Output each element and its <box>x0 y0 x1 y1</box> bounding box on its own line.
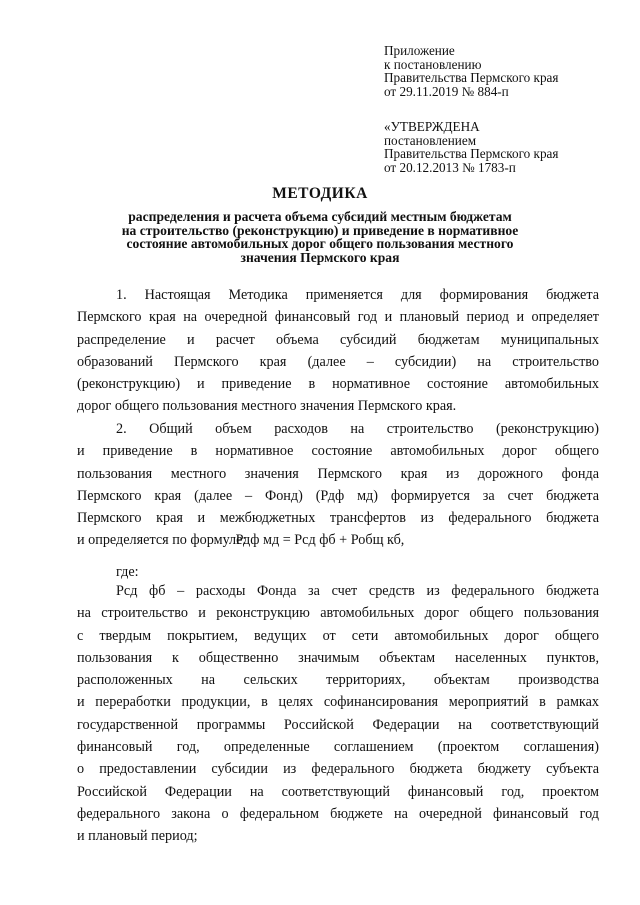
paragraph-line: с твердым покрытием, ведущих от сети автомобильных дорог общего <box>77 627 599 644</box>
subtitle-line: состояние автомобильных дорог общего пользования местного <box>126 236 514 251</box>
paragraph-line: и приведение в нормативное состояние автомобильных дорог общего <box>77 443 599 460</box>
approval-line: Правительства Пермского края <box>384 146 559 161</box>
paragraph-line: 2. Общий объем расходов на строительство (реконструкцию) <box>116 421 599 437</box>
paragraph-line: о предоставлении субсидии из федерального бюджета бюджету субъекта <box>77 761 599 778</box>
appendix-line: к постановлению <box>384 56 482 72</box>
subtitle-line: распределения и расчета объема субсидий местным бюджетам <box>128 209 512 224</box>
paragraph-line: (реконструкцию) и приведение в нормативное состояние автомобильных <box>77 376 599 393</box>
paragraph-line: Российской Федерации на соответствующий финансовый год, проектом <box>77 783 599 800</box>
paragraph-line: государственной программы Российской Федерации на соответствующий <box>77 716 599 733</box>
appendix-line: от 29.11.2019 № 884-п <box>384 83 509 99</box>
formula: Рдф мд = Рсд фб + Робщ кб, <box>235 532 405 548</box>
paragraph-line: дорог общего пользования местного значения Пермского края. <box>77 398 457 415</box>
paragraph-line: Пермского края (далее – Фонд) (Рдф мд) формируется за счет бюджета <box>77 487 599 504</box>
paragraph-line: и определяется по формуле: <box>77 532 247 549</box>
paragraph-line: финансовый год, определенные соглашением (проектом соглашения) <box>77 739 599 756</box>
approval-note <box>384 120 624 174</box>
appendix-note <box>384 44 624 98</box>
paragraph-line: на строительство и реконструкцию автомобильных дорог общего пользования <box>77 605 599 622</box>
subtitle-line: на строительство (реконструкцию) и приведение в нормативное <box>121 222 519 238</box>
paragraph-1 <box>77 284 599 418</box>
paragraph-line: федерального закона о федеральном бюджете на очередной финансовый год <box>77 805 599 822</box>
paragraph-3 <box>77 580 599 848</box>
document-subtitle <box>100 210 540 264</box>
approval-line: «УТВЕРЖДЕНА <box>384 119 480 134</box>
paragraph-line: Пермского края на очередной финансовый год и плановый период и определяет <box>77 309 599 326</box>
paragraph-line: и переработки продукции, в целях софинансирования мероприятий в рамках <box>77 694 599 711</box>
paragraph-line: и плановый период; <box>77 828 198 845</box>
paragraph-line: Пермского края и межбюджетных трансфертов из федерального бюджета <box>77 510 599 527</box>
where-label: где: <box>116 564 139 580</box>
paragraph-line: Рсд фб – расходы Фонда за счет средств из федерального бюджета <box>116 583 599 599</box>
approval-line: от 20.12.2013 № 1783-п <box>384 159 516 175</box>
subtitle-line: значения Пермского края <box>240 249 400 265</box>
document-title: МЕТОДИКА <box>272 185 368 202</box>
paragraph-line: образований Пермского края (далее – субсидии) на строительство <box>77 353 599 370</box>
approval-line: постановлением <box>384 132 477 148</box>
paragraph-line: пользования местного значения Пермского края из дорожного фонда <box>77 465 599 482</box>
appendix-line: Правительства Пермского края <box>384 70 559 85</box>
paragraph-line: распределение и расчет объема субсидий бюджетам муниципальных <box>77 331 599 348</box>
appendix-line: Приложение <box>384 43 455 58</box>
paragraph-line: пользования к общественно значимым объектам населенных пунктов, <box>77 649 599 666</box>
paragraph-line: расположенных на сельских территориях, объектам производства <box>77 672 599 689</box>
paragraph-line: 1. Настоящая Методика применяется для формирования бюджета <box>116 287 599 303</box>
